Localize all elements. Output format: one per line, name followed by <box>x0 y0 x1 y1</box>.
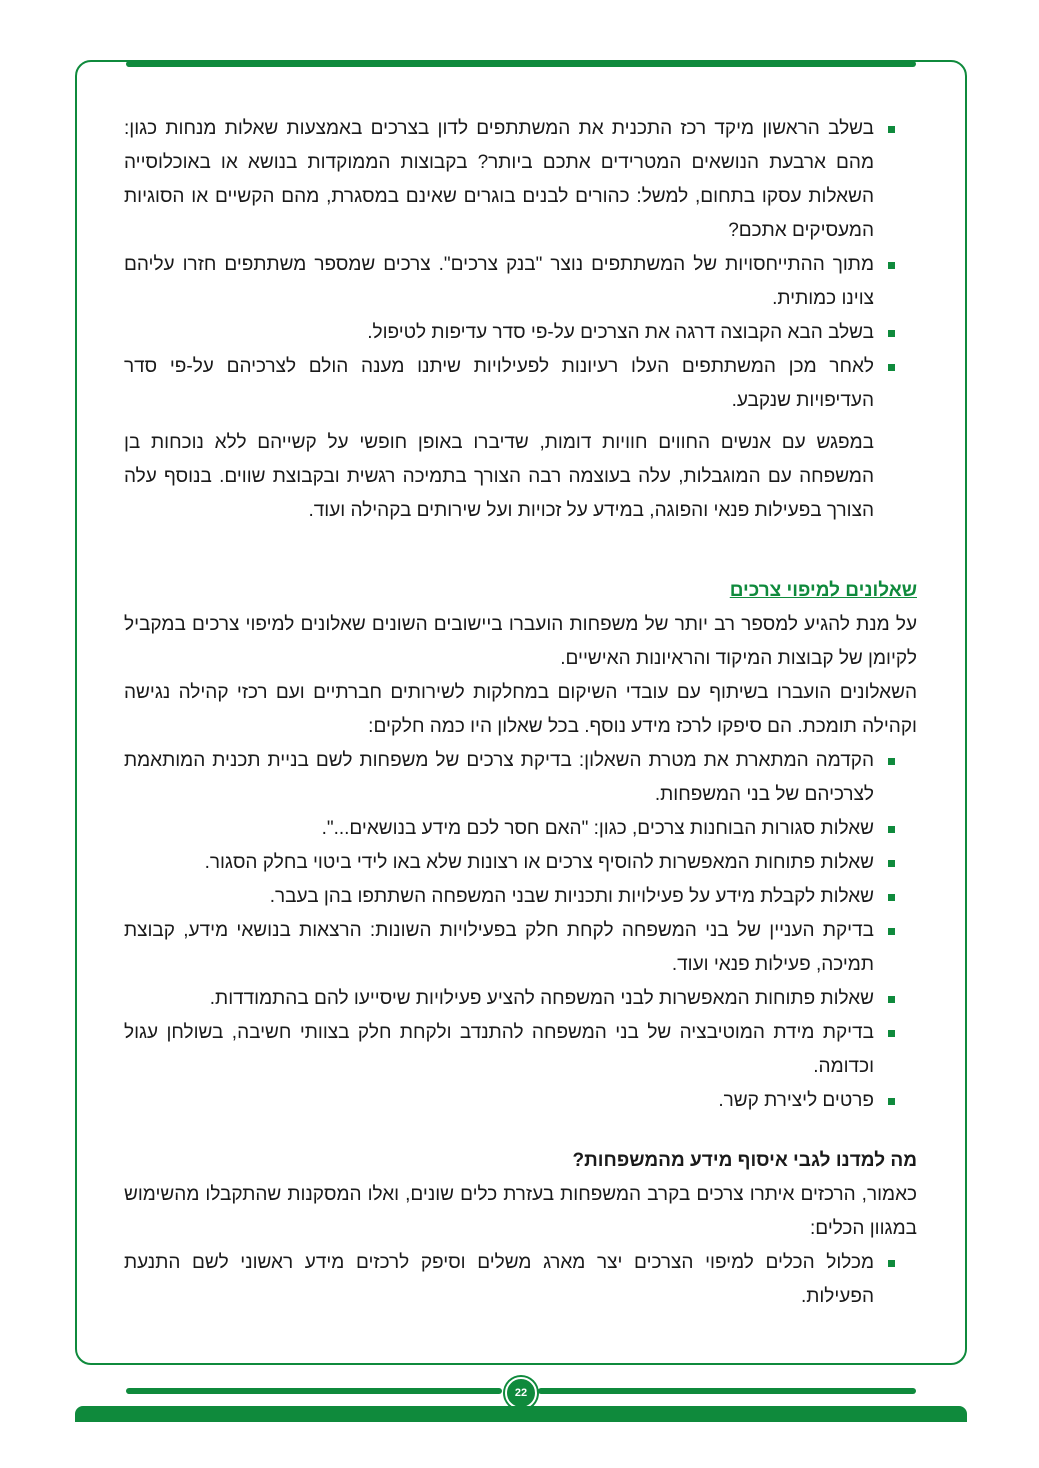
footer-line-left <box>126 1388 502 1394</box>
list-item: הקדמה המתארת את מטרת השאלון: בדיקת צרכים של משפחות לשם בניית תכנית המותאמת לצרכיהם של בני המשפחות. <box>124 744 917 812</box>
list-item: שאלות פתוחות המאפשרות להוסיף צרכים או רצונות שלא באו לידי ביטוי בחלק הסגור. <box>124 846 917 880</box>
section3-bullet-list <box>124 1246 917 1314</box>
list-item: בשלב הבא הקבוצה דרגה את הצרכים על-פי סדר עדיפות לטיפול. <box>124 316 917 350</box>
section2-bullet-list <box>124 744 917 1118</box>
list-item: שאלות לקבלת מידע על פעילויות ותכניות שבני המשפחה השתתפו בהן בעבר. <box>124 880 917 914</box>
section2-paragraph-2: השאלונים הועברו בשיתוף עם עובדי השיקום במחלקות לשירותים חברתיים ועם רכזי קהילה נגישה וקהילה תומכת. הם סיפקו לרכז מידע נוסף. בכל שאלון היו כמה חלקים: <box>124 682 917 737</box>
section-heading: שאלונים למיפוי צרכים <box>729 580 917 601</box>
list-item: שאלות סגורות הבוחנות צרכים, כגון: "האם חסר לכם מידע בנושאים...". <box>124 812 917 846</box>
list-item: לאחר מכן המשתתפים העלו רעיונות לפעילויות שיתנו מענה הולם לצרכיהם על-פי סדר העדיפויות שנקבע. <box>124 350 917 418</box>
section1-paragraph: במפגש עם אנשים החווים חוויות דומות, שדיברו באופן חופשי על קשייהם ללא נוכחות בן המשפחה עם המוגבלות, עלה בעוצמה רבה הצורך בתמיכה רגשית ובקבוצת שווים. בנוסף עלה הצורך בפעילות פנאי והפוגה, במידע על זכויות ועל שירותים בקהילה ועוד. <box>124 432 874 521</box>
bottom-decorative-band <box>75 1406 967 1422</box>
list-item: מכלול הכלים למיפוי הצרכים יצר מארג משלים וסיפק לרכזים מידע ראשוני לשם התנעת הפעילות. <box>124 1246 917 1314</box>
top-decorative-bar <box>126 61 916 67</box>
section3-paragraph: כאמור, הרכזים איתרו צרכים בקרב המשפחות בעזרת כלים שונים, ואלו המסקנות שהתקבלו מהשימוש במגוון הכלים: <box>124 1184 917 1239</box>
list-item: פרטים ליצירת קשר. <box>124 1084 917 1118</box>
list-item: בדיקת העניין של בני המשפחה לקחת חלק בפעילויות השונות: הרצאות בנושאי מידע, קבוצת תמיכה, פעילות פנאי ועוד. <box>124 914 917 982</box>
footer-line-right <box>538 1388 916 1394</box>
section-lessons <box>124 1144 917 1314</box>
section-heading: מה למדנו לגבי איסוף מידע מהמשפחות? <box>572 1150 917 1171</box>
section2-paragraph-1: על מנת להגיע למספר רב יותר של משפחות הועברו ביישובים השונים שאלונים למיפוי צרכים במקביל לקיומן של קבוצות המיקוד והראיונות האישיים. <box>124 614 917 669</box>
list-item: מתוך ההתייחסויות של המשתתפים נוצר "בנק צרכים". צרכים שמספר משתתפים חזרו עליהם צוינו כמותית. <box>124 248 917 316</box>
section1-bullet-list <box>124 112 917 418</box>
list-item: בשלב הראשון מיקד רכז התכנית את המשתתפים לדון בצרכים באמצעות שאלות מנחות כגון: מהם ארבעת הנושאים המטרידים אתכם ביותר? בקבוצות הממוקדות בנושא או באוכלוסייה השאלות עסקו בתחום, למשל: כהורים לבנים בוגרים שאינם במסגרת, מהם הקשיים או הסוגיות המעסיקים אתכם? <box>124 112 917 248</box>
list-item: בדיקת מידת המוטיבציה של בני המשפחה להתנדב ולקחת חלק בצוותי חשיבה, בשולחן עגול וכדומה. <box>124 1016 917 1084</box>
section-questionnaires <box>124 574 917 1118</box>
page-content <box>124 112 917 1314</box>
page-number: 22 <box>505 1377 537 1409</box>
list-item: שאלות פתוחות המאפשרות לבני המשפחה להציע פעילויות שיסייעו להם בהתמודדות. <box>124 982 917 1016</box>
